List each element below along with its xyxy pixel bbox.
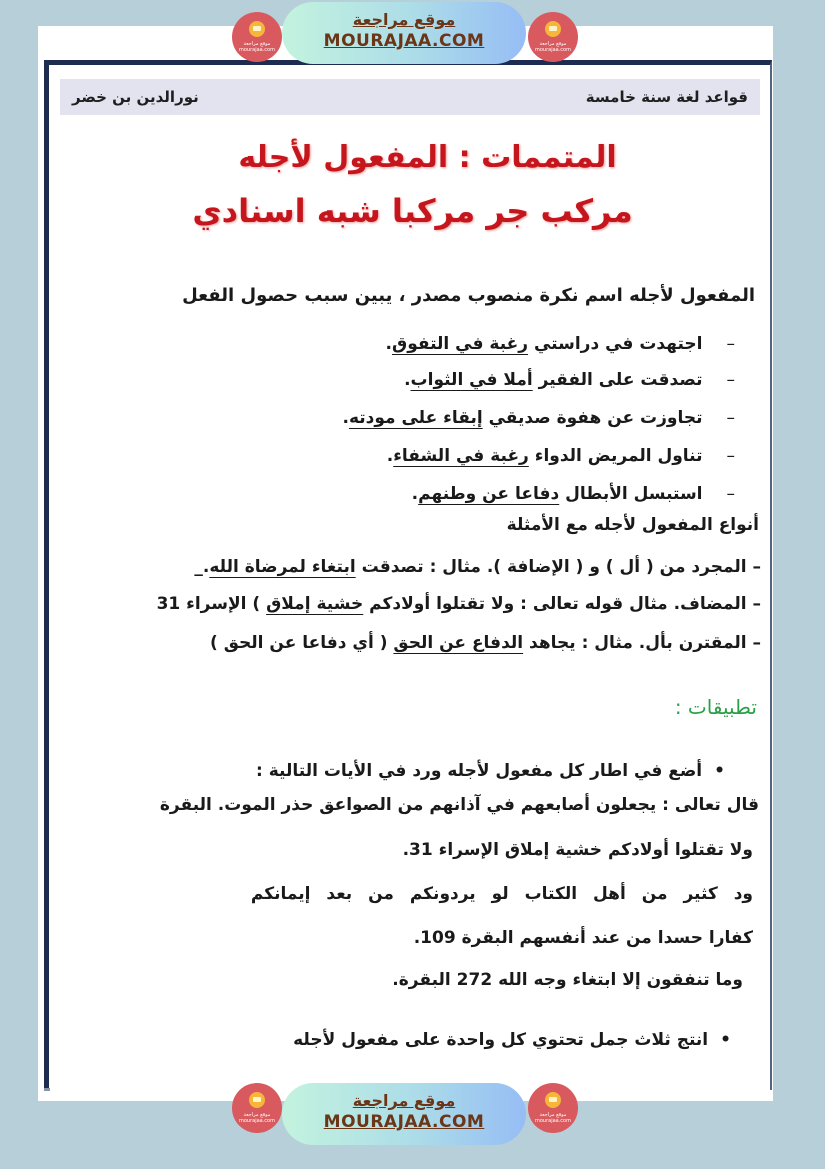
site-logo-badge-left[interactable] [232, 12, 282, 62]
frame-corner [44, 1088, 50, 1091]
types-heading: أنواع المفعول لأجله مع الأمثلة [506, 515, 759, 535]
book-icon [249, 21, 265, 37]
site-logo-badge-left[interactable] [232, 1083, 282, 1133]
site-logo-badge-right[interactable] [528, 12, 578, 62]
site-logo-badge-right[interactable] [528, 1083, 578, 1133]
example-item: –اجتهدت في دراستي رغبة في التفوق. [385, 334, 735, 354]
site-banner-bottom[interactable] [282, 1083, 526, 1145]
example-item: –تناول المريض الدواء رغبة في الشفاء. [386, 446, 735, 466]
bullet: • [720, 1030, 731, 1050]
type-item: – المجرد من ( أل ) و ( الإضافة ). مثال : تصدقت ابتغاء لمرضاة الله._ [194, 557, 761, 577]
banner-latin-link[interactable]: MOURAJAA.COM [323, 1112, 485, 1132]
verse-line: ولا تقتلوا أولادكم خشية إملاق الإسراء 31. [402, 840, 753, 860]
type-item: – المقترن بأل. مثال : يجاهد الدفاع عن الحق ( أي دفاعا عن الحق ) [210, 633, 761, 653]
exercises-heading: تطبيقات : [674, 695, 757, 719]
exercise-instruction: •أضع في اطار كل مفعول لأجله ورد في الأيات التالية : [256, 761, 725, 781]
badge-caption: موقع مراجعة mourajaa.com [534, 1112, 571, 1124]
definition-text: المفعول لأجله اسم نكرة منصوب مصدر ، يبين سبب حصول الفعل [182, 285, 755, 306]
page-subtitle: مركب جر مركبا شبه اسنادي [192, 192, 633, 230]
verse-line: كفارا حسدا من عند أنفسهم البقرة 109. [413, 928, 753, 948]
book-icon [545, 1092, 561, 1108]
verse-line: ود كثير من أهل الكتاب لو يردونكم من بعد إيمانكم [250, 884, 753, 904]
document-header-bar [60, 79, 760, 115]
example-item: –استبسل الأبطال دفاعا عن وطنهم. [411, 484, 735, 504]
book-icon [249, 1092, 265, 1108]
banner-arabic-link[interactable]: موقع مراجعة [352, 1091, 456, 1110]
badge-caption: موقع مراجعة mourajaa.com [238, 41, 275, 53]
bullet: • [714, 761, 725, 781]
type-item: – المضاف. مثال قوله تعالى : ولا تقتلوا أولادكم خشية إملاق ) الإسراء 31 [156, 594, 761, 614]
verse-line: قال تعالى : يجعلون أصابعهم في آذانهم من الصواعق حذر الموت. البقرة [159, 795, 759, 815]
book-icon [545, 21, 561, 37]
subject-label: قواعد لغة سنة خامسة [585, 88, 748, 106]
badge-caption: موقع مراجعة mourajaa.com [534, 41, 571, 53]
author-label: نورالدين بن خضر [72, 88, 199, 106]
banner-arabic-link[interactable]: موقع مراجعة [352, 10, 456, 29]
example-item: –تجاوزت عن هفوة صديقي إبقاء على مودته. [342, 408, 735, 428]
verse-line: وما تنفقون إلا ابتغاء وجه الله 272 البقرة. [392, 970, 743, 990]
banner-latin-link[interactable]: MOURAJAA.COM [323, 31, 485, 51]
page-title: المتممات : المفعول لأجله [238, 140, 617, 175]
exercise-instruction: •انتج ثلاث جمل تحتوي كل واحدة على مفعول لأجله [293, 1030, 731, 1050]
badge-caption: موقع مراجعة mourajaa.com [238, 1112, 275, 1124]
example-item: –تصدقت على الفقير أملا في الثواب. [404, 370, 735, 390]
site-banner-top[interactable] [282, 2, 526, 64]
